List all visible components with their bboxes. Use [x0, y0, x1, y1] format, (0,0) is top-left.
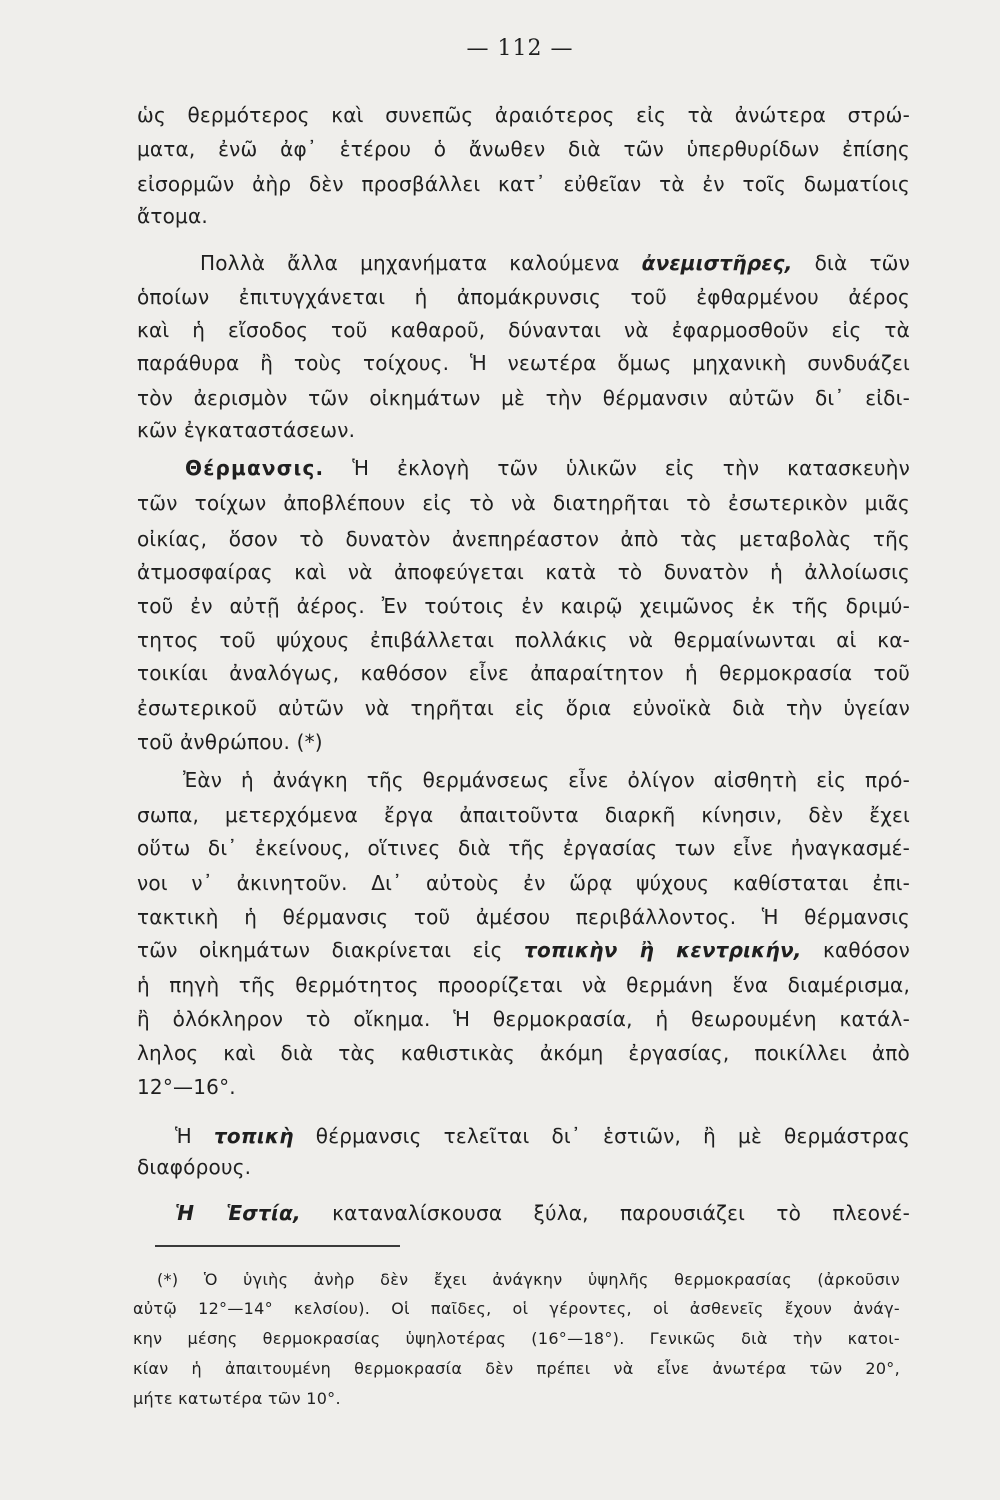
footnote-line: κην μέσης θερμοκρασίας ὑψηλοτέρας (16°—18°). Γενικῶς διὰ τὴν κατοι-: [133, 1329, 900, 1348]
body-line: ὁποίων ἐπιτυγχάνεται ἡ ἀπομάκρυνσις τοῦ ἐφθαρμένου ἀέρος: [137, 285, 910, 309]
body-line: [137, 1119, 910, 1153]
text-segment: καταναλίσκουσα ξύλα, παρουσιάζει τὸ πλεονέ-: [300, 1201, 911, 1225]
body-line: οὕτω δι᾽ ἐκείνους, οἵτινες διὰ τῆς ἐργασίας των εἶνε ἠναγκασμέ-: [137, 836, 910, 860]
body-line: τῶν τοίχων ἀποβλέπουν εἰς τὸ νὰ διατηρῆται τὸ ἐσωτερικὸν μιᾶς: [137, 491, 910, 515]
footnote-line: κίαν ἡ ἀπαιτουμένη θερμοκρασία δὲν πρέπει νὰ εἶνε ἀνωτέρα τῶν 20°,: [133, 1359, 900, 1378]
emphasized-term: ἀνεμιστῆρες,: [641, 251, 793, 275]
body-line: σωπα, μετερχόμενα ἔργα ἀπαιτοῦντα διαρκῆ κίνησιν, δὲν ἔχει: [137, 803, 910, 827]
text-segment: τῶν οἰκημάτων διακρίνεται εἰς: [137, 938, 524, 962]
footnote-separator: [155, 1245, 400, 1247]
emphasized-term: τοπικὴν ἢ κεντρικήν,: [523, 938, 802, 962]
body-line: [137, 1196, 910, 1230]
body-line: ἀτμοσφαίρας καὶ νὰ ἀποφεύγεται κατὰ τὸ δυνατὸν ἡ ἀλλοίωσις: [137, 560, 910, 584]
section-heading: Θέρμανσις.: [185, 456, 325, 480]
body-line: διαφόρους.: [137, 1155, 252, 1179]
body-line: τοῦ ἀνθρώπου. (*): [137, 730, 323, 754]
body-line: ληλος καὶ διὰ τὰς καθιστικὰς ἀκόμη ἐργασίας, ποικίλλει ἀπὸ: [137, 1041, 910, 1065]
text-segment: Πολλὰ ἄλλα μηχανήματα καλούμενα: [200, 251, 642, 275]
footnote-line: μήτε κατωτέρα τῶν 10°.: [133, 1389, 341, 1408]
body-line: [137, 933, 910, 967]
page-number: — 112 —: [466, 36, 574, 61]
body-line: ἢ ὁλόκληρον τὸ οἴκημα. Ἡ θερμοκρασία, ἡ θεωρουμένη κατάλ-: [137, 1007, 910, 1031]
body-line: ἐσωτερικοῦ αὐτῶν νὰ τηρῆται εἰς ὅρια εὐνοϊκὰ διὰ τὴν ὑγείαν: [137, 696, 910, 720]
body-line: ἄτομα.: [137, 204, 208, 228]
body-line: νοι ν᾽ ἀκινητοῦν. Δι᾽ αὐτοὺς ἐν ὥρᾳ ψύχους καθίσταται ἐπι-: [137, 871, 910, 895]
body-line: τητος τοῦ ψύχους ἐπιβάλλεται πολλάκις νὰ θερμαίνωνται αἱ κα-: [137, 628, 910, 652]
body-line: ἡ πηγὴ τῆς θερμότητος προορίζεται νὰ θερμάνη ἕνα διαμέρισμα,: [137, 973, 910, 997]
body-line: ματα, ἐνῶ ἀφ᾽ ἑτέρου ὁ ἄνωθεν διὰ τῶν ὑπερθυρίδων ἐπίσης: [137, 137, 910, 161]
text-segment: θέρμανσις τελεῖται δι᾽ ἑστιῶν, ἢ μὲ θερμάστρας: [293, 1124, 911, 1148]
emphasized-term: τοπικὴ: [213, 1124, 294, 1148]
text-segment: Ἡ ἐκλογὴ τῶν ὑλικῶν εἰς τὴν κατασκευὴν: [324, 456, 910, 480]
body-line: τακτικὴ ἡ θέρμανσις τοῦ ἀμέσου περιβάλλοντος. Ἡ θέρμανσις: [137, 905, 910, 929]
body-line: [137, 451, 910, 485]
body-line: Ἐὰν ἡ ἀνάγκη τῆς θερμάνσεως εἶνε ὀλίγον αἰσθητὴ εἰς πρό-: [183, 768, 910, 792]
emphasized-term: Ἡ Ἑστία,: [175, 1201, 301, 1225]
text-segment: καθόσον: [801, 938, 910, 962]
body-line: οἰκίας, ὅσον τὸ δυνατὸν ἀνεπηρέαστον ἀπὸ τὰς μεταβολὰς τῆς: [137, 527, 910, 551]
body-line: καὶ ἡ εἴσοδος τοῦ καθαροῦ, δύνανται νὰ ἐφαρμοσθοῦν εἰς τὰ: [137, 318, 910, 342]
body-line: [137, 246, 910, 280]
body-line: τοῦ ἐν αὐτῇ ἀέρος. Ἐν τούτοις ἐν καιρῷ χειμῶνος ἐκ τῆς δριμύ-: [137, 594, 910, 618]
body-line: ὡς θερμότερος καὶ συνεπῶς ἀραιότερος εἰς τὰ ἀνώτερα στρώ-: [137, 103, 910, 127]
body-line: κῶν ἐγκαταστάσεων.: [137, 418, 356, 442]
body-line: τοικίαι ἀναλόγως, καθόσον εἶνε ἀπαραίτητον ἡ θερμοκρασία τοῦ: [137, 661, 910, 685]
footnote-line: αὐτῷ 12°—14° κελσίου). Οἱ παῖδες, οἱ γέροντες, οἱ ἀσθενεῖς ἔχουν ἀνάγ-: [133, 1299, 900, 1318]
text-segment: διὰ τῶν: [792, 251, 910, 275]
body-line: 12°—16°.: [137, 1075, 236, 1099]
body-line: εἰσορμῶν ἀὴρ δὲν προσβάλλει κατ᾽ εὐθεῖαν τὰ ἐν τοῖς δωματίοις: [137, 172, 910, 196]
text-segment: Ἡ: [175, 1124, 214, 1148]
body-line: τὸν ἀερισμὸν τῶν οἰκημάτων μὲ τὴν θέρμανσιν αὐτῶν δι᾽ εἰδι-: [137, 386, 910, 410]
footnote-line: (*) Ὁ ὑγιὴς ἀνὴρ δὲν ἔχει ἀνάγκην ὑψηλῆς θερμοκρασίας (ἀρκοῦσιν: [157, 1270, 900, 1289]
body-line: παράθυρα ἢ τοὺς τοίχους. Ἡ νεωτέρα ὅμως μηχανικὴ συνδυάζει: [137, 351, 910, 375]
